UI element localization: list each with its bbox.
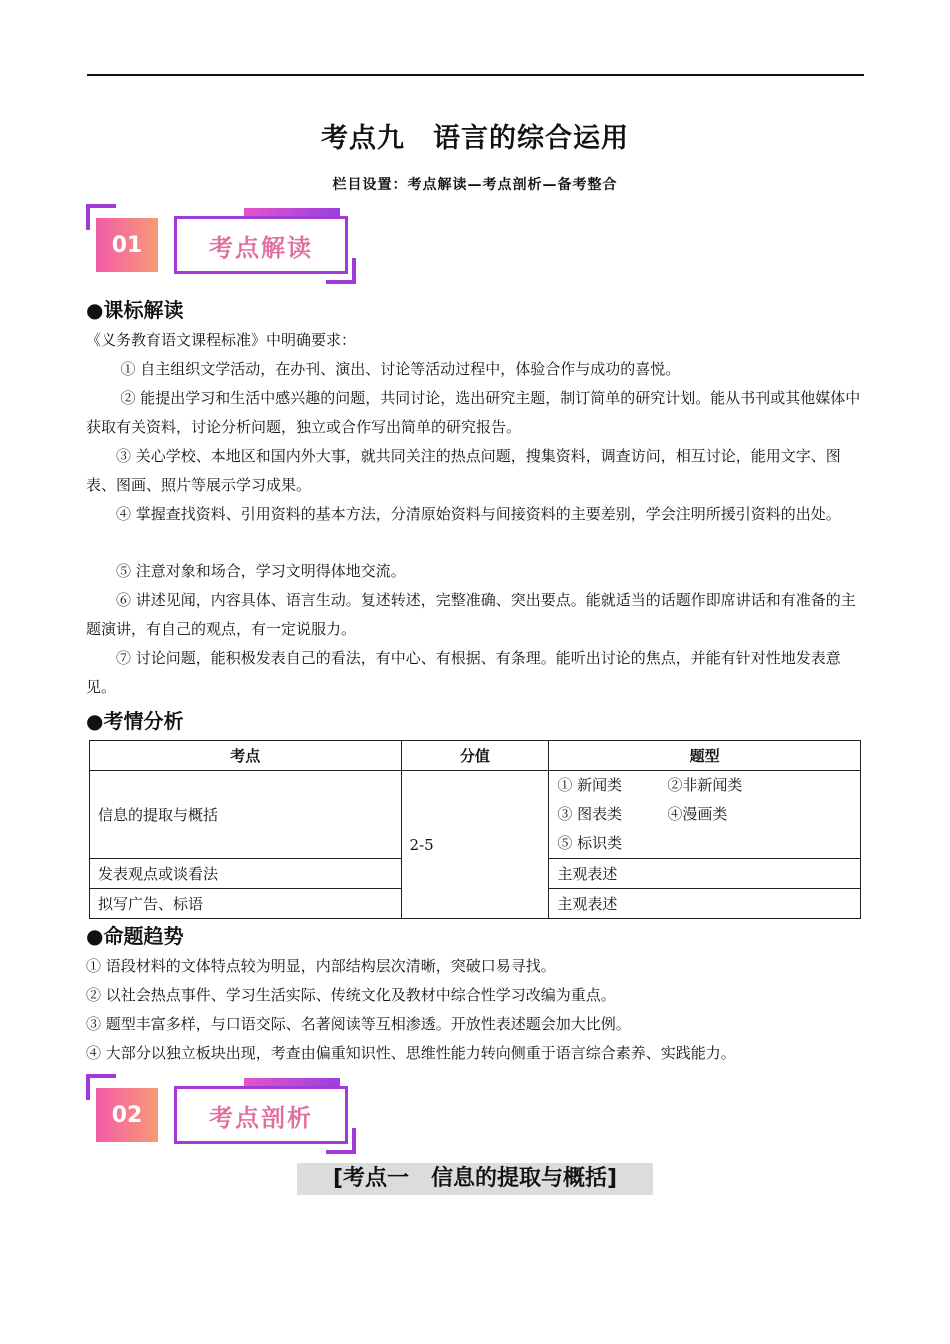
table-cell-type: 主观表述 xyxy=(549,889,861,919)
badge-number: 01 xyxy=(96,218,158,272)
kebiao-item-1: ① 自主组织文学活动，在办刊、演出、讨论等活动过程中，体验合作与成功的喜悦。 xyxy=(120,360,681,378)
heading-trend: ●命题趋势 xyxy=(86,924,184,948)
trend-item-3: ③ 题型丰富多样，与口语交际、名著阅读等互相渗透。开放性表述题会加大比例。 xyxy=(86,1015,631,1033)
table-cell-types xyxy=(549,771,861,859)
trend-item-4: ④ 大部分以独立板块出现，考查由偏重知识性、思维性能力转向侧重于语言综合素养、实践能力。 xyxy=(86,1044,736,1062)
table-cell-type: 主观表述 xyxy=(549,859,861,889)
qtype-item: ③ 图表类 xyxy=(557,805,623,823)
table-row xyxy=(90,771,861,859)
qtype-item: ②非新闻类 xyxy=(667,776,743,794)
kebiao-intro: 《义务教育语文课程标准》中明确要求： xyxy=(86,331,357,349)
table-cell-score: 2-5 xyxy=(401,771,549,919)
kebiao-item-7: ⑦ 讨论问题，能积极发表自己的看法，有中心、有根据、有条理。能听出讨论的焦点，并能有针对性地发表意见。 xyxy=(86,649,841,696)
kebiao-item-3: ③ 关心学校、本地区和国内外大事，就共同关注的热点问题，搜集资料，调查访问，相互讨论，能用文字、图表、图画、照片等展示学习成果。 xyxy=(86,447,841,494)
subsection-banner: [考点一 信息的提取与概括] xyxy=(297,1163,653,1195)
kebiao-item-4: ④ 掌握查找资料、引用资料的基本方法，分清原始资料与间接资料的主要差别，学会注明所援引资料的出处。 xyxy=(116,505,841,523)
kebiao-item-5: ⑤ 注意对象和场合，学习文明得体地交流。 xyxy=(116,562,406,580)
heading-kaoqing: ●考情分析 xyxy=(86,709,184,733)
qtype-item: ④漫画类 xyxy=(667,805,728,823)
page-subtitle: 栏目设置：考点解读—考点剖析—备考整合 xyxy=(332,177,618,193)
section-badge-01 xyxy=(86,204,358,284)
heading-kebiao: ●课标解读 xyxy=(86,298,184,322)
kebiao-item-6: ⑥ 讲述见闻，内容具体、语言生动。复述转述，完整准确、突出要点。能就适当的话题作即席讲话和有准备的主题演讲，有自己的观点，有一定说服力。 xyxy=(86,591,856,638)
table-header-row xyxy=(90,741,861,771)
table-header-cell: 分值 xyxy=(401,741,549,771)
trend-item-2: ② 以社会热点事件、学习生活实际、传统文化及教材中综合性学习改编为重点。 xyxy=(86,986,616,1004)
kebiao-item-2: ② 能提出学习和生活中感兴趣的问题，共同讨论，选出研究主题，制订简单的研究计划。能从书刊或其他媒体中获取有关资料，讨论分析问题，独立或合作写出简单的研究报告。 xyxy=(86,389,861,436)
table-cell-point: 信息的提取与概括 xyxy=(90,771,402,859)
qtype-item: ⑤ 标识类 xyxy=(557,834,623,852)
badge-stripe xyxy=(244,208,340,216)
badge-number: 02 xyxy=(96,1088,158,1142)
trend-item-1: ① 语段材料的文体特点较为明显，内部结构层次清晰，突破口易寻找。 xyxy=(86,957,556,975)
badge-label: 考点剖析 xyxy=(174,1086,348,1144)
badge-label: 考点解读 xyxy=(174,216,348,274)
header-rule xyxy=(87,74,864,76)
badge-stripe xyxy=(244,1078,340,1086)
kaoqing-table xyxy=(89,740,861,919)
table-header-cell: 考点 xyxy=(90,741,402,771)
table-header-cell: 题型 xyxy=(549,741,861,771)
page-title: 考点九 语言的综合运用 xyxy=(321,123,629,154)
qtype-item: ① 新闻类 xyxy=(557,776,623,794)
table-cell-point: 拟写广告、标语 xyxy=(90,889,402,919)
section-badge-02 xyxy=(86,1074,358,1154)
table-cell-point: 发表观点或谈看法 xyxy=(90,859,402,889)
